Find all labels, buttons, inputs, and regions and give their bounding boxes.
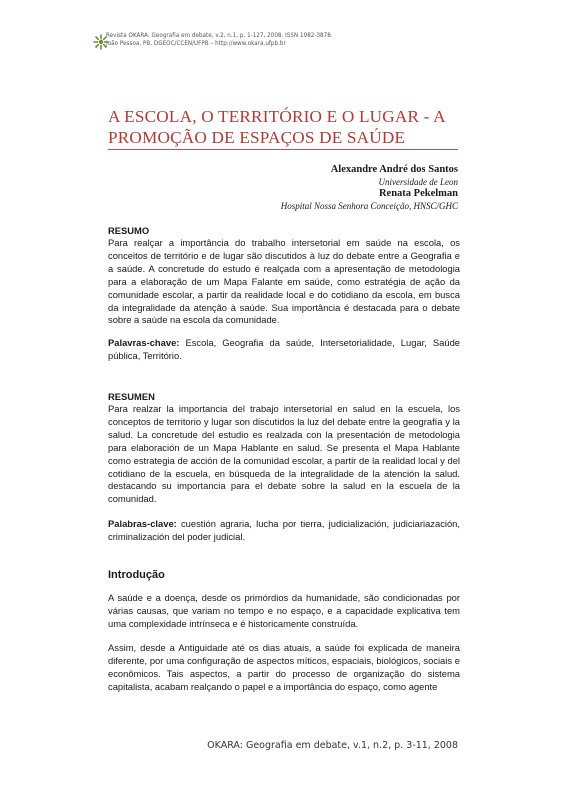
resumen-text: Para realzar la importancia del trabajo intersetorial en salud en la escuela, los conceptos de territorio y lugar son discutidos la luz del debate entre la geografía y la salud. La concretude del estudio es realzada con la presentación de metodologia para elaboración de un Mapa Hablante en salud. Se presenta el Mapa Hablante como estrategia de acción de la comunidad escolar, a partir de la realidad local y del cotidiano de la escuela, en búsqueda de la integralidade de la atención la salud. destacando su importancia para el debate sobre la salud en la escuela de la comunidad. (108, 403, 460, 505)
resumen-keywords (108, 518, 460, 544)
journal-header (106, 32, 466, 48)
keywords-list: Escola, Geografia da saúde, Intersetorialidade, Lugar, Saúde pública, Território. (108, 337, 460, 361)
author-name: Alexandre André dos Santos (330, 164, 458, 175)
resumo-keywords (108, 337, 460, 363)
author-institution: Hospital Nossa Senhora Conceição, HNSC/GHC (280, 201, 458, 211)
keywords-label: Palabras-clave: (108, 518, 177, 529)
keywords-list: cuestión agraria, lucha por tierra, judicialización, judiciariazación, criminalización del poder judicial. (108, 518, 460, 542)
author-name: Renata Pekelman (378, 188, 458, 199)
introducao-paragraph: Assim, desde a Antiguidade até os dias atuais, a saúde foi explicada de maneira diferente, por uma configuração de aspectos míticos, espaciais, biológicos, sociais e econômicos. Tais aspectos, a partir do processo de organização do sistema capitalista, acabam realçando o papel e a importância do espaço, como agente (108, 642, 460, 692)
resumo-heading: RESUMO (108, 225, 150, 236)
header-line-2: João Pessoa, PB, DGEOC/CCEN/UFPB – http://www.okara.ufpb.br (106, 40, 286, 47)
resumo-text: Para realçar a importância do trabalho intersetorial em saúde na escola, os conceitos de território e de lugar são discutidos à luz do debate entre a Geografia e a saúde. A concretude do estudo é realçada com a apresentação de metodologia para a elaboração de um Mapa Falante em saúde, como estratégia de ação da comunidade escolar, a partir da realidade local e do cotidiano da escola, em busca da integralidade da atenção à saúde. Sua importância é destacada para o debate sobre a saúde na escola da comunidade. (108, 237, 460, 326)
header-line-1: Revista OKARA: Geografia em debate, v.2, n.1, p. 1-127, 2008. ISSN 1982-3878. (106, 32, 333, 39)
introducao-paragraph: A saúde e a doença, desde os primórdios da humanidade, são condicionadas por várias causas, que variam no tempo e no espaço, e a capacidade explicativa tem uma complexidade intrínseca e é historicamente construída. (108, 592, 460, 629)
title-divider (108, 149, 458, 150)
author-block (281, 164, 458, 212)
author-institution: Universidade de Leon (378, 177, 458, 187)
keywords-label: Palavras-chave: (108, 337, 180, 348)
introducao-heading: Introdução (108, 569, 165, 581)
article-title: A ESCOLA, O TERRITÓRIO E O LUGAR - A PROMOÇÃO DE ESPAÇOS DE SAÚDE (108, 107, 445, 147)
journal-logo-icon (93, 34, 109, 50)
resumen-heading: RESUMEN (108, 391, 155, 402)
page-footer: OKARA: Geografia em debate, v.1, n.2, p. 3-11, 2008 (207, 740, 458, 751)
